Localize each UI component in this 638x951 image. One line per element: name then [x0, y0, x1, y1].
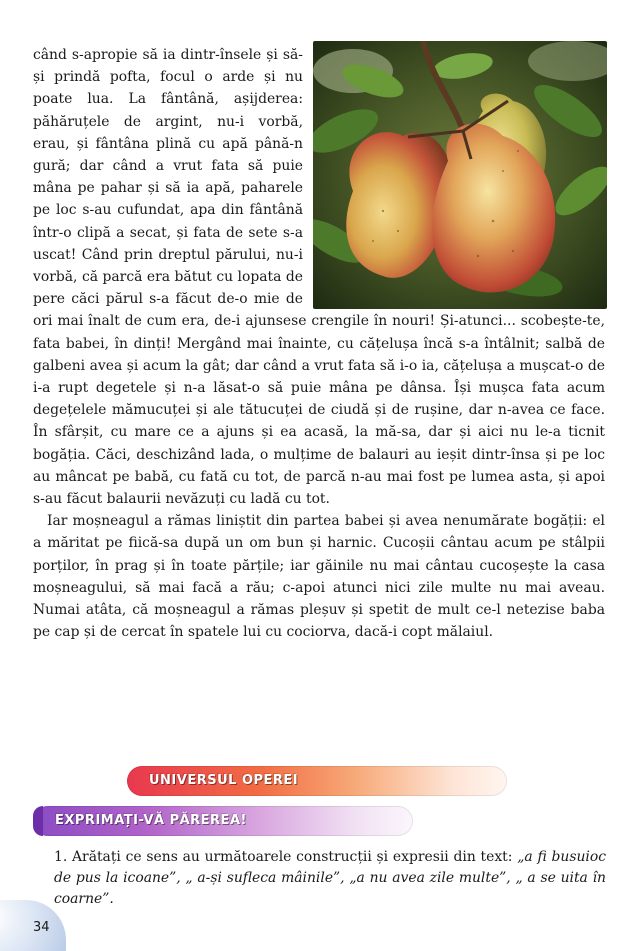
story-text — [33, 44, 605, 643]
page-number-badge — [0, 900, 66, 951]
section-heading-label: UNIVERSUL OPEREI — [149, 773, 299, 788]
story-paragraph-2: Iar moșneagul a rămas liniștit din partea babei și avea nenumărate bogății: el a măritat pe fiică-sa după un om bun și harnic. Cucoșii cântau acum pe stâlpii porților, în prag și în toate părțile; iar găinile nu mai cântau cucoșește la casa moșneagului, să mai facă a rău; c-apoi atunci nici zile multe nu mai aveau. Numai atâta, că moșneagul a rămas pleșuv și spetit de mult ce-l netezise baba pe cap și de cercat în spatele lui cu cociorva, dacă-i copt mălaiul. — [33, 513, 605, 641]
question-lead: 1. Arătați ce sens au următoarele construcții și expresii din text: — [54, 849, 518, 865]
section-heading-universul-operei — [127, 766, 507, 796]
section-heading-exprimati-va-parerea — [33, 806, 413, 836]
page-number: 34 — [33, 920, 50, 935]
section-heading-label: EXPRIMAȚI-VĂ PĂREREA! — [55, 813, 247, 828]
story-paragraph-1: când s-apropie să ia dintr-însele și să-și prindă pofta, focul o arde și nu poate lua. La fântână, așijderea: păhăruțele de argint, nu-i vorbă, erau, și fântâna plină cu apă până-n gură; dar când a vrut fata să puie mâna pe pahar și să ia apă, paharele pe loc s-au cufundat, apa din fântână într-o clipă a secat, și fata de sete s-a uscat! Când prin dreptul părului, nu-i vorbă, că parcă era bătut cu lopata de pere căci părul s-a făcut de-o mie de ori mai înalt de cum era, de-i ajunsese crengile în nouri! Și-atunci... scobește-te, fata babei, în dinți! Mergând mai înainte, cu cățelușa încă s-a întâlnit; salbă de galbeni avea și acum la gât; dar când a vrut fata să i-o ia, cățelușa a mușcat-o de i-a rupt degetele și n-a lăsat-o să puie mâna pe dânsa. Își mușca fata acum degețelele mămucuței și ale tătucuței de ciudă și de rușine, dar n-avea ce face. În sfârșit, cu mare ce a ajuns și ea acasă, la mă-sa, dar și aici nu le-a ticnit bogăția. Căci, deschizând lada, o mulțime de balauri au ieșit dintr-însa și pe loc au mâncat pe babă, cu fată cu tot, de parcă n-au mai fost pe lumea asta, și apoi s-au făcut balaurii nevăzuți cu ladă cu tot. — [33, 47, 605, 508]
question-1 — [54, 847, 606, 910]
ribbon-tip-decoration — [33, 806, 43, 836]
question-expressions: „a fi busuioc de pus la icoane”, „ a-și sufleca mâinile”, „a nu avea zile multe”, „ a se uita în coarne”. — [54, 849, 606, 907]
